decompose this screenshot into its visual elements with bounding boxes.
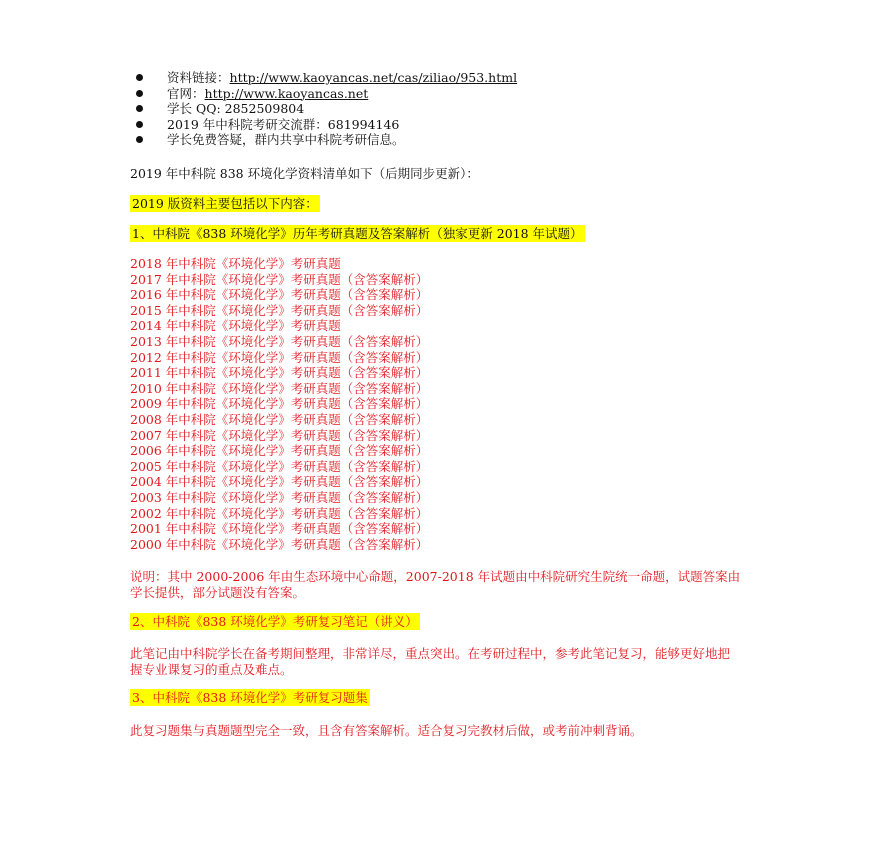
bullet-label: 资料链接： (167, 70, 230, 85)
main-heading-text: 2019 版资料主要包括以下内容： (132, 196, 318, 211)
bullet-icon (136, 121, 143, 128)
section2-body: 此笔记由中科院学长在备考期间整理，非常详尽，重点突出。在考研过程中，参考此笔记复习，能够更好地把握专业课复习的重点及难点。 (130, 646, 731, 677)
exam-item: 2001 年中科院《环境化学》考研真题（含答案解析） (130, 521, 429, 537)
exam-item: 2011 年中科院《环境化学》考研真题（含答案解析） (130, 365, 429, 381)
bullet-icon (136, 90, 143, 97)
exam-item: 2018 年中科院《环境化学》考研真题 (130, 256, 341, 271)
exam-item: 2008 年中科院《环境化学》考研真题（含答案解析） (130, 411, 429, 427)
section2-heading (130, 614, 420, 630)
info-bullet-list (130, 70, 517, 148)
bullet-icon (136, 74, 143, 81)
exam-item: 2016 年中科院《环境化学》考研真题（含答案解析） (130, 287, 429, 303)
bullet-item-link (130, 70, 517, 86)
section1-heading (130, 226, 585, 242)
exam-item: 2017 年中科院《环境化学》考研真题（含答案解析） (130, 271, 429, 287)
section3-heading (130, 690, 370, 706)
exam-item: 2000 年中科院《环境化学》考研真题（含答案解析） (130, 536, 429, 552)
bullet-label: 学长免费答疑，群内共享中科院考研信息。 (167, 132, 405, 147)
section3-body: 此复习题集与真题题型完全一致，且含有答案解析。适合复习完教材后做，或考前冲刺背诵。 (130, 723, 643, 738)
bullet-item-site (130, 86, 517, 102)
bullet-item-qq (130, 101, 517, 117)
exam-item: 2009 年中科院《环境化学》考研真题（含答案解析） (130, 396, 429, 412)
bullet-icon (136, 136, 143, 143)
site-link[interactable]: http://www.kaoyancas.net (204, 85, 369, 101)
exam-item: 2012 年中科院《环境化学》考研真题（含答案解析） (130, 349, 429, 365)
intro-line: 2019 年中科院 838 环境化学资料清单如下（后期同步更新）： (130, 166, 479, 181)
exam-list (130, 256, 428, 552)
bullet-item-answer (130, 132, 517, 148)
bullet-label: 2019 年中科院考研交流群：681994146 (167, 116, 400, 132)
bullet-label: 学长 QQ: 2852509804 (167, 101, 305, 116)
bullet-icon (136, 105, 143, 112)
exam-item: 2013 年中科院《环境化学》考研真题（含答案解析） (130, 333, 429, 349)
bullet-label: 官网： (167, 85, 205, 101)
exam-item: 2004 年中科院《环境化学》考研真题（含答案解析） (130, 474, 429, 490)
section2-heading-text: 2、中科院《838 环境化学》考研复习笔记（讲义） (132, 614, 418, 629)
main-heading (130, 196, 320, 212)
exam-item: 2010 年中科院《环境化学》考研真题（含答案解析） (130, 380, 429, 396)
exam-item: 2005 年中科院《环境化学》考研真题（含答案解析） (130, 458, 429, 474)
section1-heading-text: 1、中科院《838 环境化学》历年考研真题及答案解析（独家更新 2018 年试题） (132, 226, 583, 241)
exam-item: 2015 年中科院《环境化学》考研真题（含答案解析） (130, 302, 429, 318)
exam-item: 2014 年中科院《环境化学》考研真题 (130, 318, 341, 334)
material-link[interactable]: http://www.kaoyancas.net/cas/ziliao/953.html (229, 70, 518, 85)
exam-item: 2007 年中科院《环境化学》考研真题（含答案解析） (130, 427, 429, 443)
bullet-item-group (130, 117, 517, 133)
note-paragraph: 说明：其中 2000-2006 年由生态环境中心命题，2007-2018 年试题由中科院研究生院统一命题，试题答案由学长提供，部分试题没有答案。 (130, 569, 741, 600)
exam-item: 2003 年中科院《环境化学》考研真题（含答案解析） (130, 489, 429, 505)
exam-item: 2006 年中科院《环境化学》考研真题（含答案解析） (130, 443, 429, 459)
exam-item: 2002 年中科院《环境化学》考研真题（含答案解析） (130, 505, 429, 521)
section3-heading-text: 3、中科院《838 环境化学》考研复习题集 (132, 690, 368, 705)
